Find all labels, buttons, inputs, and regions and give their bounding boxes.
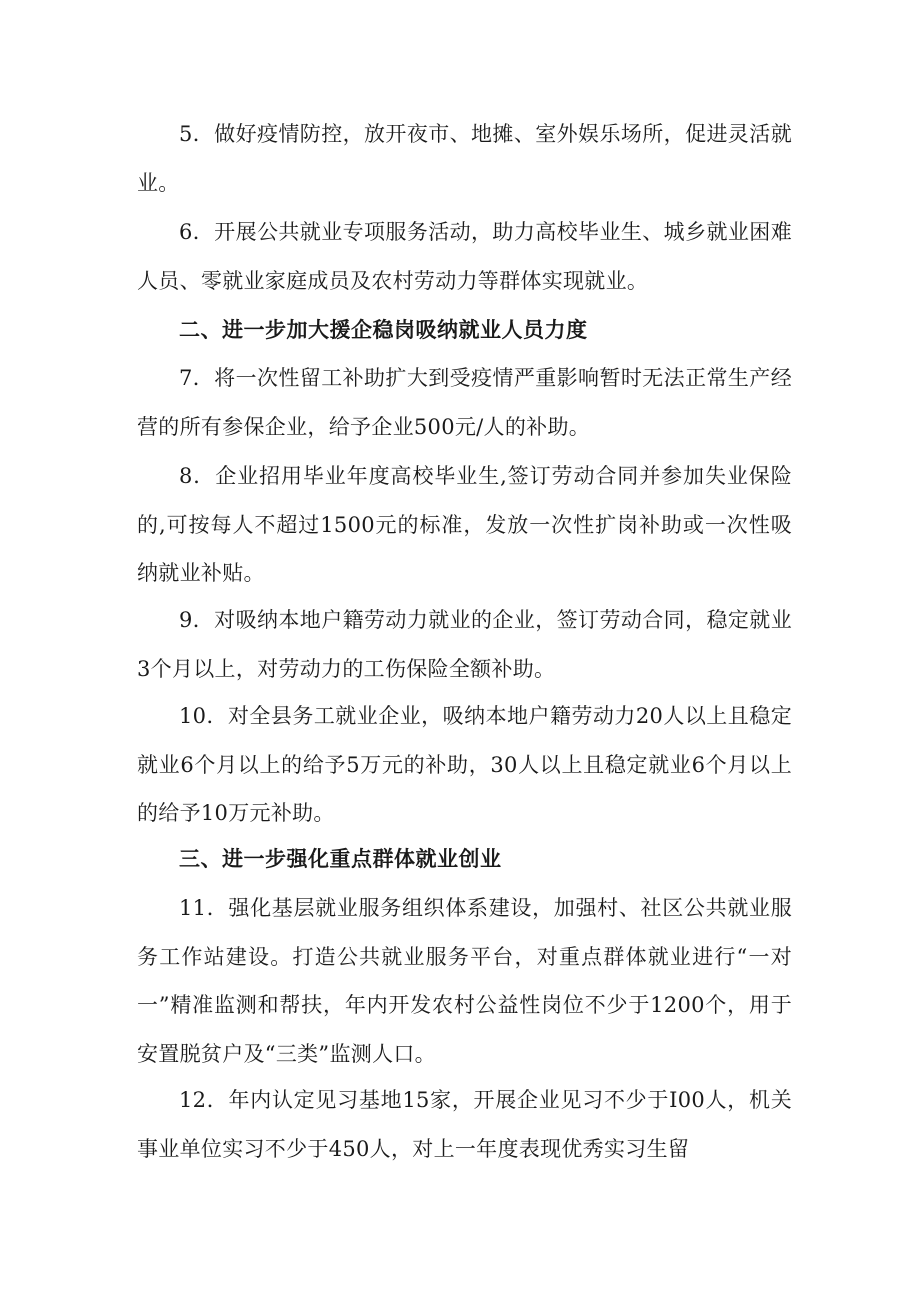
paragraph-item-8: 8．企业招用毕业年度高校毕业生,签订劳动合同并参加失业保险的,可按每人不超过1500元的标准，发放一次性扩岗补助或一次性吸纳就业补贴。 [137, 464, 792, 586]
paragraph-item-12: 12．年内认定见习基地15家，开展企业见习不少于I00人，机关事业单位实习不少于450人，对上一年度表现优秀实习生留 [137, 1088, 792, 1161]
paragraph-item-7: 7．将一次性留工补助扩大到受疫情严重影响暂时无法正常生产经营的所有参保企业，给予企业500元/人的补助。 [137, 366, 792, 439]
section-heading-2: 二、进一步加大援企稳岗吸纳就业人员力度 [179, 318, 588, 342]
paragraph-item-6: 6．开展公共就业专项服务活动，助力高校毕业生、城乡就业困难人员、零就业家庭成员及农村劳动力等群体实现就业。 [137, 220, 792, 293]
paragraph-item-10: 10．对全县务工就业企业，吸纳本地户籍劳动力20人以上且稳定就业6个月以上的给予5万元的补助，30人以上且稳定就业6个月以上的给予10万元补助。 [137, 704, 792, 826]
section-heading-3: 三、进一步强化重点群体就业创业 [179, 847, 502, 871]
paragraph-item-11: 11．强化基层就业服务组织体系建设，加强村、社区公共就业服务工作站建设。打造公共就业服务平台，对重点群体就业进行“一对一”精准监测和帮扶，年内开发农村公益性岗位不少于1200个，用于安置脱贫户及“三类”监测人口。 [137, 896, 792, 1067]
paragraph-item-9: 9．对吸纳本地户籍劳动力就业的企业，签订劳动合同，稳定就业3个月以上，对劳动力的工伤保险全额补助。 [137, 608, 792, 681]
paragraph-item-5: 5．做好疫情防控，放开夜市、地摊、室外娱乐场所，促进灵活就业。 [137, 122, 792, 195]
